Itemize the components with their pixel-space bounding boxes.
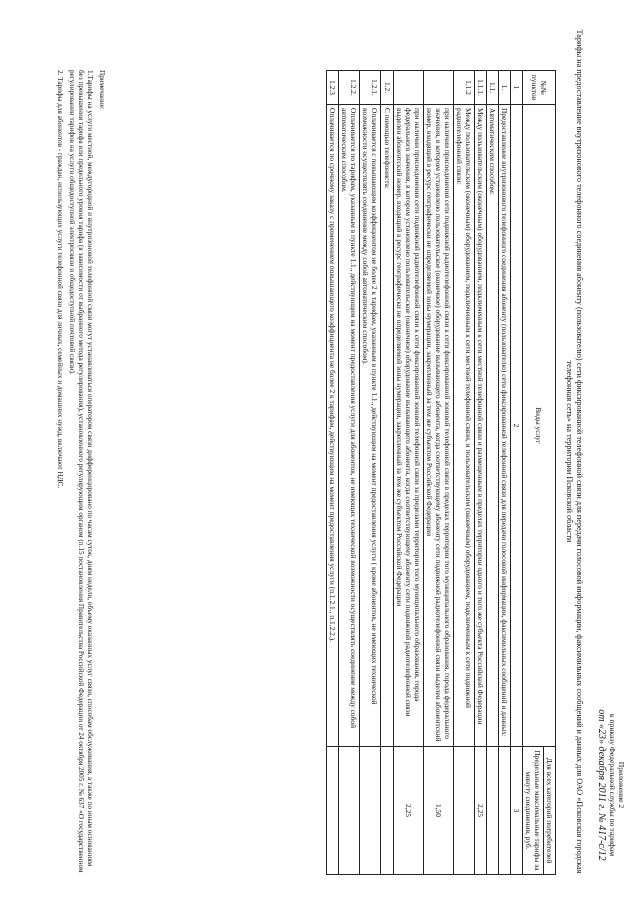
table-row (360, 71, 381, 875)
table-row (327, 71, 339, 875)
row-num: 1. (498, 71, 510, 105)
row-value (381, 747, 393, 875)
row-num: 1.1.2 (453, 71, 474, 105)
row-num: 1.2.1. (360, 71, 381, 105)
table-row (498, 71, 510, 875)
row-text: Между пользовательским (оконечным) оборудованием, подключенным к сети местной телефонной связи, и пользовательским (оконечным) оборудованием, подключенным к сети подвижной радиотелефонной связи: (453, 105, 474, 747)
note-item: 2. Тарифы для абонентов - граждан, использующих услуги телефонной связи для личных, семейных и домашних нужд, включают НДС. (56, 70, 64, 489)
row-text: Оплачивается по тарифам, указанным в пункте 1.1., действующим на момент предоставления услуги для абонентов, не имеющих технической возможности осуществлять соединение между собой автоматическим способом. (339, 105, 360, 747)
appendix-label: Приложение 2 (617, 761, 626, 809)
appendix-header (595, 685, 626, 885)
row-num (423, 71, 453, 105)
table-row (474, 71, 486, 875)
document-title: Тарифы на предоставление внутризонового телефонного соединения абоненту (пользователю) сети фиксированной телефонной связи для передачи голосовой информации, факсимильных сообщений и данных для ОАО «Псковская городская телефонная сеть» на территории Псковской области (564, 29, 584, 874)
notes-heading: Примечание: (98, 70, 106, 110)
table-row (393, 71, 423, 875)
header-tariff: Предельные максимальные тарифы за минуту соединения, руб. (522, 747, 543, 875)
order-date: от «23» декабря 2011 г. № 417-с/12 (596, 709, 608, 861)
row-value: 2,25 (393, 747, 423, 875)
table-row (423, 71, 453, 875)
table-header-row (543, 71, 555, 875)
order-line: к приказу Федеральной службы по тарифам (607, 713, 617, 857)
header-service: Виды услуг (522, 105, 555, 747)
row-text: Между пользовательским (оконечным) оборудованием, подключенным к сети местной телефонной связи и размещенным в пределах территории одного и того же субъекта Российской Федерации (474, 105, 486, 747)
table-row (339, 71, 360, 875)
row-text: при наличии присоединения сети подвижной радиотелефонной связи к сети фиксированной зоновой телефонной связи за пределами территории того муниципального образования, города федерального значения, в котором установлено пользовательское (оконечное) оборудование вызывающего абонента, когда соответствующему абоненту сети подвижной радиотелефонной связи выделен абонентский номер, входящий в ресурс географически не определяемой зоны нумерации, закрепленный за тем же субъектом Российской Федерации (393, 105, 423, 747)
row-text: при наличии присоединения сети подвижной радиотелефонной связи к сети фиксированной зоновой телефонной связи в пределах территории того муниципального образования, города федерального значения, в котором установлено пользовательское (оконечное) оборудование вызывающего абонента, когда соответствующему абоненту сети подвижной радиотелефонной связи выделен абонентский номер, входящий в ресурс географически не определяемой зоны нумерации, закрепленный за тем же субъектом Российской Федерации (423, 105, 453, 747)
row-text: Оплачивается по срочному заказу с применением повышающего коэффициента не более 2 к тарифам, действующим на момент предоставления услуги (п.1.2.1., п.1.2.2.). (327, 105, 339, 747)
row-text: Автоматическим способом: (486, 105, 498, 747)
row-num: 1.1.1. (474, 71, 486, 105)
row-value (486, 747, 498, 875)
table-row (381, 71, 393, 875)
row-value (453, 747, 474, 875)
row-num: 1.2.3 (327, 71, 339, 105)
table-row (453, 71, 474, 875)
row-value (339, 747, 360, 875)
tariff-table (326, 70, 556, 875)
row-value: 2,25 (474, 747, 486, 875)
table-index-row (510, 71, 522, 875)
row-value: 1,50 (423, 747, 453, 875)
index-cell: 1 (510, 71, 522, 105)
index-cell: 3 (510, 747, 522, 875)
notes-section (52, 70, 106, 875)
row-value (360, 747, 381, 875)
row-num (393, 71, 423, 105)
note-item: 1.Тарифы на услуги местной, междугородной и внутризоновой телефонной связи могут устанавливаться оператором связи дифференцировано по часам суток, дням недели, объему оказанных услуг связи, способам обслуживания, а также по иным основаниям без превышения тарифа или предельного уровня тарифа (в зависимости от выбранного метода регулирования), установленного регулирующим органом (п.15 постановления Правительства Российской Федерации от 24 октября 2005 г. № 637 «О государственном регулировании тарифов на услуги общедоступной электросвязи и общедоступной почтовой связи). (68, 70, 94, 873)
row-text: Оплачивается с повышающим коэффициентом не более 2 к тарифам, указанным в пункте 1.1., действующим на момент предоставления услуги ( кроме абонентов, не имеющих технической возможности осуществлять соединение между собой автоматическим способом). (360, 105, 381, 747)
row-text: Предоставление внутризонового телефонного соединения абоненту (пользователю) сети фиксированной телефонной связи для передачи голосовой информации, факсимильных сообщений и данных: (498, 105, 510, 747)
row-value (498, 747, 510, 875)
row-num: 1.1. (486, 71, 498, 105)
header-num: №№ пунктов (522, 71, 555, 105)
header-group: Для всех категорий потребителей (543, 747, 555, 875)
table-row (486, 71, 498, 875)
row-value (327, 747, 339, 875)
row-num: 1.2. (381, 71, 393, 105)
row-text: С помощью телефониста: (381, 105, 393, 747)
row-num: 1.2.2. (339, 71, 360, 105)
index-cell: 2 (510, 105, 522, 747)
